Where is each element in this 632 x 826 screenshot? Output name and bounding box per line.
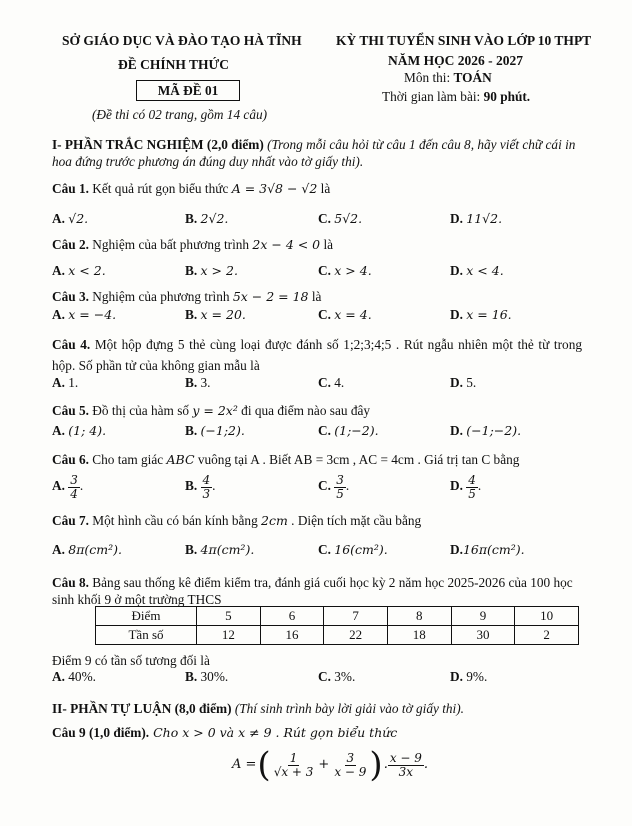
subject-line: [404, 69, 492, 86]
q6-option-d: D. $\frac{4}{5}$ .: [450, 473, 482, 501]
q6-option-b: B. $\frac{4}{3}$ .: [185, 473, 216, 501]
official-label: ĐỀ CHÍNH THỨC: [118, 57, 230, 72]
table-row: Tần số 12 16 22 18 30 2: [96, 626, 579, 645]
q2-option-a: A. x < 2.: [52, 263, 106, 278]
q7-option-c: C. 16(cm²).: [318, 542, 388, 557]
q1-option-d: D. 11√2.: [450, 211, 503, 226]
question-6: Câu 6. Cho tam giác ABC vuông tại A . Biết AB = 3cm , AC = 4cm . Giá trị tan C bằng: [52, 452, 520, 467]
q1-option-a: A. √2.: [52, 211, 89, 226]
q3-option-d: D. x = 16.: [450, 307, 512, 322]
exam-code-box: [136, 80, 240, 101]
q9-formula: A = ( $\frac{1}{√x + 3}$ + $\frac{3}{x - 9}$ ) . $\frac{x - 9}{3x}$ .: [232, 745, 429, 785]
q8-option-b: B. 30%.: [185, 669, 229, 684]
q7-option-d: D.16π(cm²).: [450, 542, 525, 557]
q1-option-b: B. 2√2.: [185, 211, 229, 226]
question-2: Câu 2. Nghiệm của bất phương trình 2x − 4 < 0 là: [52, 237, 334, 252]
q5-option-c: C. (1;−2).: [318, 423, 379, 438]
time-value: 90 phút.: [483, 89, 531, 104]
subject-label: Môn thi:: [404, 70, 454, 85]
q9-text: Cho x > 0 và x ≠ 9 . Rút gọn biểu thức: [149, 725, 398, 740]
subject-value: TOÁN: [453, 70, 492, 85]
question-1: [52, 180, 330, 197]
q2-option-d: D. x < 4.: [450, 263, 504, 278]
school-year: NĂM HỌC 2026 - 2027: [388, 53, 523, 68]
time-line: [382, 88, 530, 105]
question-4: Câu 4. Một hộp đựng 5 thẻ cùng loại được đánh số 1;2;3;4;5 . Rút ngẫu nhiên một thẻ từ trong hộp. Số phần tử của không gian mẫu là: [52, 337, 582, 373]
question-8: Câu 8. Bảng sau thống kê điểm kiểm tra, đánh giá cuối học kỳ 2 năm học 2025-2026 của 100 học sinh khối 9 ở một trường THCS: [52, 575, 573, 608]
pages-note: (Đề thi có 02 trang, gồm 14 câu): [92, 107, 268, 122]
q7-option-b: B. 4π(cm²).: [185, 542, 255, 557]
q8-followup: Điểm 9 có tần số tương đối là: [52, 653, 210, 668]
q3-option-b: B. x = 20.: [185, 307, 246, 322]
q6-option-c: C. $\frac{3}{5}$ .: [318, 473, 350, 501]
part2-title: II- PHẦN TỰ LUẬN (8,0 điểm): [52, 701, 232, 716]
q9-label: Câu 9 (1,0 điểm).: [52, 725, 150, 740]
part2-instruction: (Thí sinh trình bày lời giải vào tờ giấy thi).: [231, 701, 464, 716]
q6-option-a: A. $\frac{3}{4}$ .: [52, 473, 84, 501]
exam-title: KỲ THI TUYỂN SINH VÀO LỚP 10 THPT: [336, 33, 592, 48]
q5-option-d: D. (−1;−2).: [450, 423, 522, 438]
q1-math: A = 3√8 − √2: [231, 181, 318, 196]
part1-instruction: (Trong mỗi câu hỏi từ câu 1 đến câu 8, hãy viết chữ cái in hoa đứng trước phương án đúng duy nhất vào tờ giấy thi).: [52, 137, 576, 170]
question-9: [52, 724, 397, 741]
q2-option-c: C. x > 4.: [318, 263, 372, 278]
table-row: Điểm 5 6 7 8 9 10: [96, 607, 579, 626]
q1-tail: là: [317, 181, 331, 196]
part1-heading: [52, 136, 582, 171]
q1-option-c: C. 5√2.: [318, 211, 363, 226]
part1-title: I- PHẦN TRẮC NGHIỆM (2,0 điểm): [52, 137, 264, 152]
score-frequency-table: [95, 606, 579, 645]
q8-option-a: A. 40%.: [52, 669, 96, 684]
q8-option-d: D. 9%.: [450, 669, 488, 684]
q4-option-d: D. 5.: [450, 375, 477, 390]
question-3: Câu 3. Nghiệm của phương trình 5x − 2 = 18 là: [52, 289, 322, 304]
question-5: Câu 5. Đồ thị của hàm số y = 2x² đi qua điểm nào sau đây: [52, 403, 371, 418]
time-label: Thời gian làm bài:: [382, 89, 484, 104]
q8-option-c: C. 3%.: [318, 669, 356, 684]
exam-code: MÃ ĐỀ 01: [157, 83, 219, 98]
q1-text: Kết quả rút gọn biểu thức: [88, 181, 232, 196]
q4-option-c: C. 4.: [318, 375, 345, 390]
q4-option-b: B. 3.: [185, 375, 211, 390]
department-name: SỞ GIÁO DỤC VÀ ĐÀO TẠO HÀ TĨNH: [62, 33, 302, 48]
q5-option-b: B. (−1;2).: [185, 423, 245, 438]
part2-heading: [52, 700, 464, 717]
q3-option-a: A. x = −4.: [52, 307, 117, 322]
q5-option-a: A. (1; 4).: [52, 423, 107, 438]
q3-option-c: C. x = 4.: [318, 307, 372, 322]
q2-option-b: B. x > 2.: [185, 263, 238, 278]
q7-option-a: A. 8π(cm²).: [52, 542, 123, 557]
question-7: Câu 7. Một hình cầu có bán kính bằng 2cm . Diện tích mặt cầu bằng: [52, 513, 422, 528]
formula-lhs: A =: [232, 756, 257, 772]
q1-label: Câu 1.: [52, 181, 89, 196]
q4-option-a: A. 1.: [52, 375, 79, 390]
